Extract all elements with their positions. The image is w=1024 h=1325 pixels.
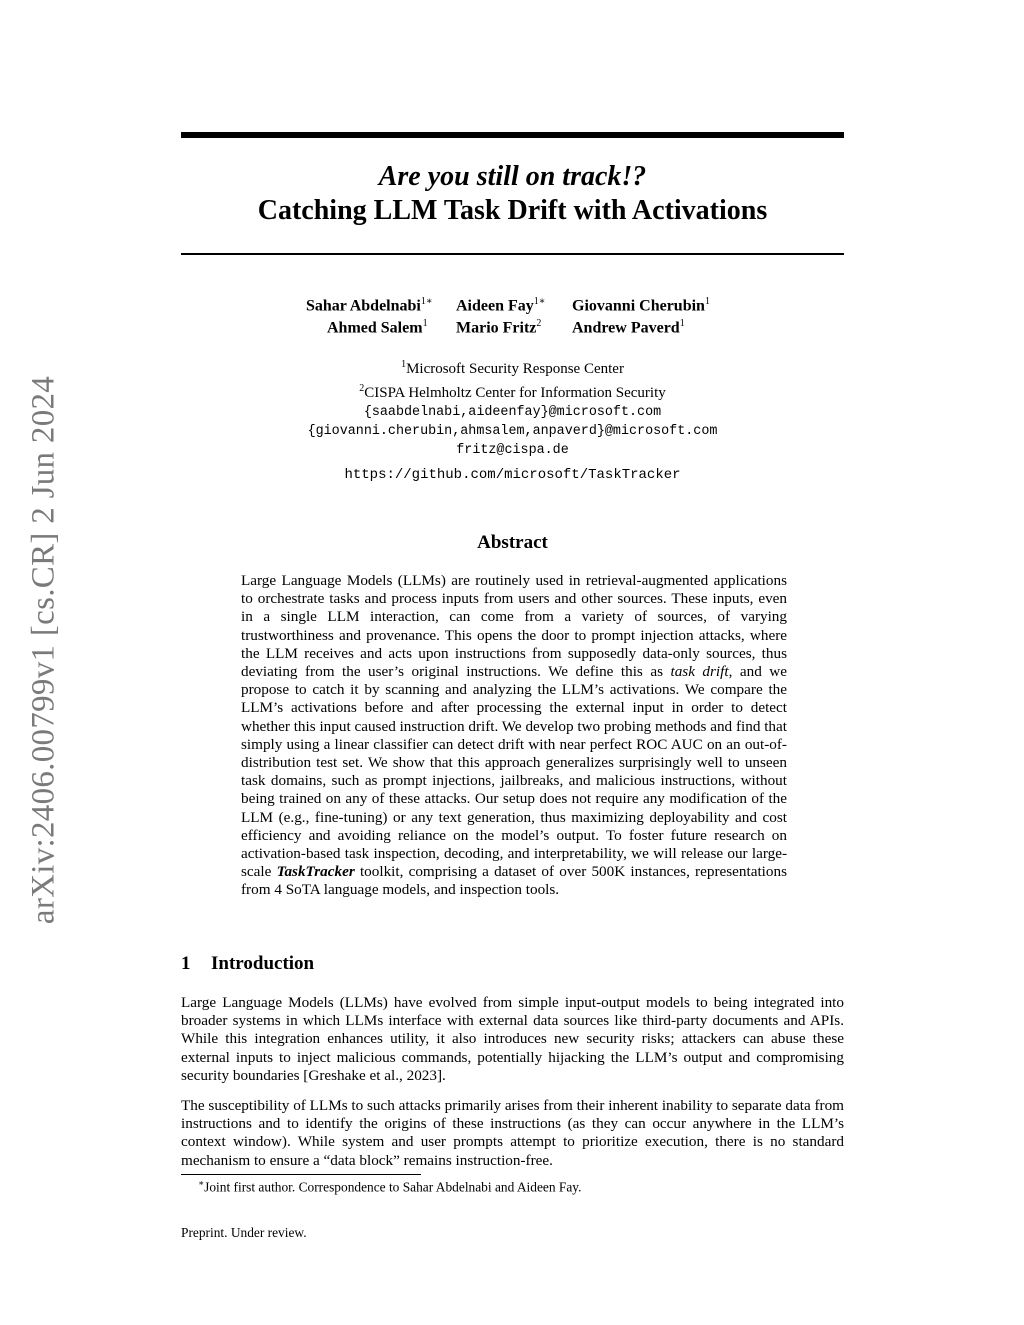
footnote: ∗Joint first author. Correspondence to Sahar Abdelnabi and Aideen Fay.: [198, 1178, 582, 1195]
section-heading-introduction: 1 Introduction: [181, 953, 315, 974]
author-mario-fritz: Mario Fritz$^2$: [456, 318, 542, 337]
title-line-2: Catching LLM Task Drift with Activations: [257, 195, 768, 226]
email-line-3[interactable]: fritz@cispa.de: [456, 443, 569, 458]
preprint-note: Preprint. Under review.: [181, 1225, 307, 1240]
email-line-2[interactable]: {giovanni.cherubin,ahmsalem,anpaverd}@microsoft.com: [307, 424, 718, 439]
affiliation-cispa: $^2$CISPA Helmholtz Center for Information Security: [359, 383, 666, 401]
author-sahar-abdelnabi: Sahar Abdelnabi$^{1∗}$: [306, 296, 433, 315]
github-link[interactable]: https://github.com/microsoft/TaskTracker: [344, 467, 681, 483]
introduction-paragraph: Large Language Models (LLMs) have evolved from simple input-output models to being integrated into broader systems in which LLMs interface with external data sources like third-party documents and APIs. While this integration enhances utility, it also introduces new security risks; attackers can abuse these external inputs to inject malicious commands, potentially hijacking the LLM’s output and compromising security boundaries [Greshake et al., 2023].: [181, 994, 844, 1084]
arxiv-identifier-stamp: arXiv:2406.00799v1 [cs.CR] 2 Jun 2024: [25, 375, 62, 925]
affiliations-block: [181, 355, 844, 460]
email-line-1[interactable]: {saabdelnabi,aideenfay}@microsoft.com: [363, 405, 662, 420]
introduction-paragraph: The susceptibility of LLMs to such attacks primarily arises from their inherent inability to separate data from instructions and to identify the origins of these instructions (as they can occur anywhere in the LLM’s context window). While system and user prompts attempt to prioritize execution, there is no standard mechanism to ensure a “data block” remains instruction-free.: [181, 1097, 844, 1169]
abstract-text: Large Language Models (LLMs) are routinely used in retrieval-augmented applications to orchestrate tasks and process inputs from users and other sources. These inputs, even in a single LLM interaction, can come from a variety of sources, of varying trustworthiness and provenance. This opens the door to prompt injection attacks, where the LLM receives and acts upon instructions from supposedly data-only sources, thus deviating from the user’s original instructions. We define this as task drift, and we propose to catch it by scanning and analyzing the LLM’s activations. We compare the LLM’s activations before and after processing the external input in order to detect whether this input caused instruction drift. We develop two probing methods and find that simply using a linear classifier can detect drift with near perfect ROC AUC on an out-of-distribution test set. We show that this approach generalizes surprisingly well to unseen task domains, such as prompt injections, jailbreaks, and malicious instructions, without being trained on any of these attacks. Our setup does not require any modification of the LLM (e.g., fine-tuning) or any text generation, thus maximizing deployability and cost efficiency and avoiding reliance on the model’s output. To foster future research on activation-based task inspection, decoding, and interpretability, we will release our large-scale TaskTracker toolkit, comprising a dataset of over 500K instances, representations from 4 SoTA language models, and inspection tools.: [241, 572, 787, 899]
title-top-rule: [181, 132, 844, 138]
abstract-heading: Abstract: [477, 532, 548, 553]
author-andrew-paverd: Andrew Paverd$^1$: [572, 318, 685, 337]
title-line-1: Are you still on track!?: [378, 161, 647, 192]
affiliation-microsoft: $^1$Microsoft Security Response Center: [401, 359, 624, 377]
paper-title: [181, 160, 844, 228]
title-bottom-rule: [181, 253, 844, 255]
task-drift-term: task drift: [670, 663, 729, 681]
footnote-rule: [181, 1174, 421, 1175]
tasktracker-toolkit-name: TaskTracker: [276, 863, 355, 881]
author-list: [300, 296, 730, 340]
author-aideen-fay: Aideen Fay$^{1∗}$: [456, 296, 546, 315]
author-ahmed-salem: Ahmed Salem$^1$: [327, 318, 428, 337]
author-giovanni-cherubin: Giovanni Cherubin$^1$: [572, 296, 710, 315]
